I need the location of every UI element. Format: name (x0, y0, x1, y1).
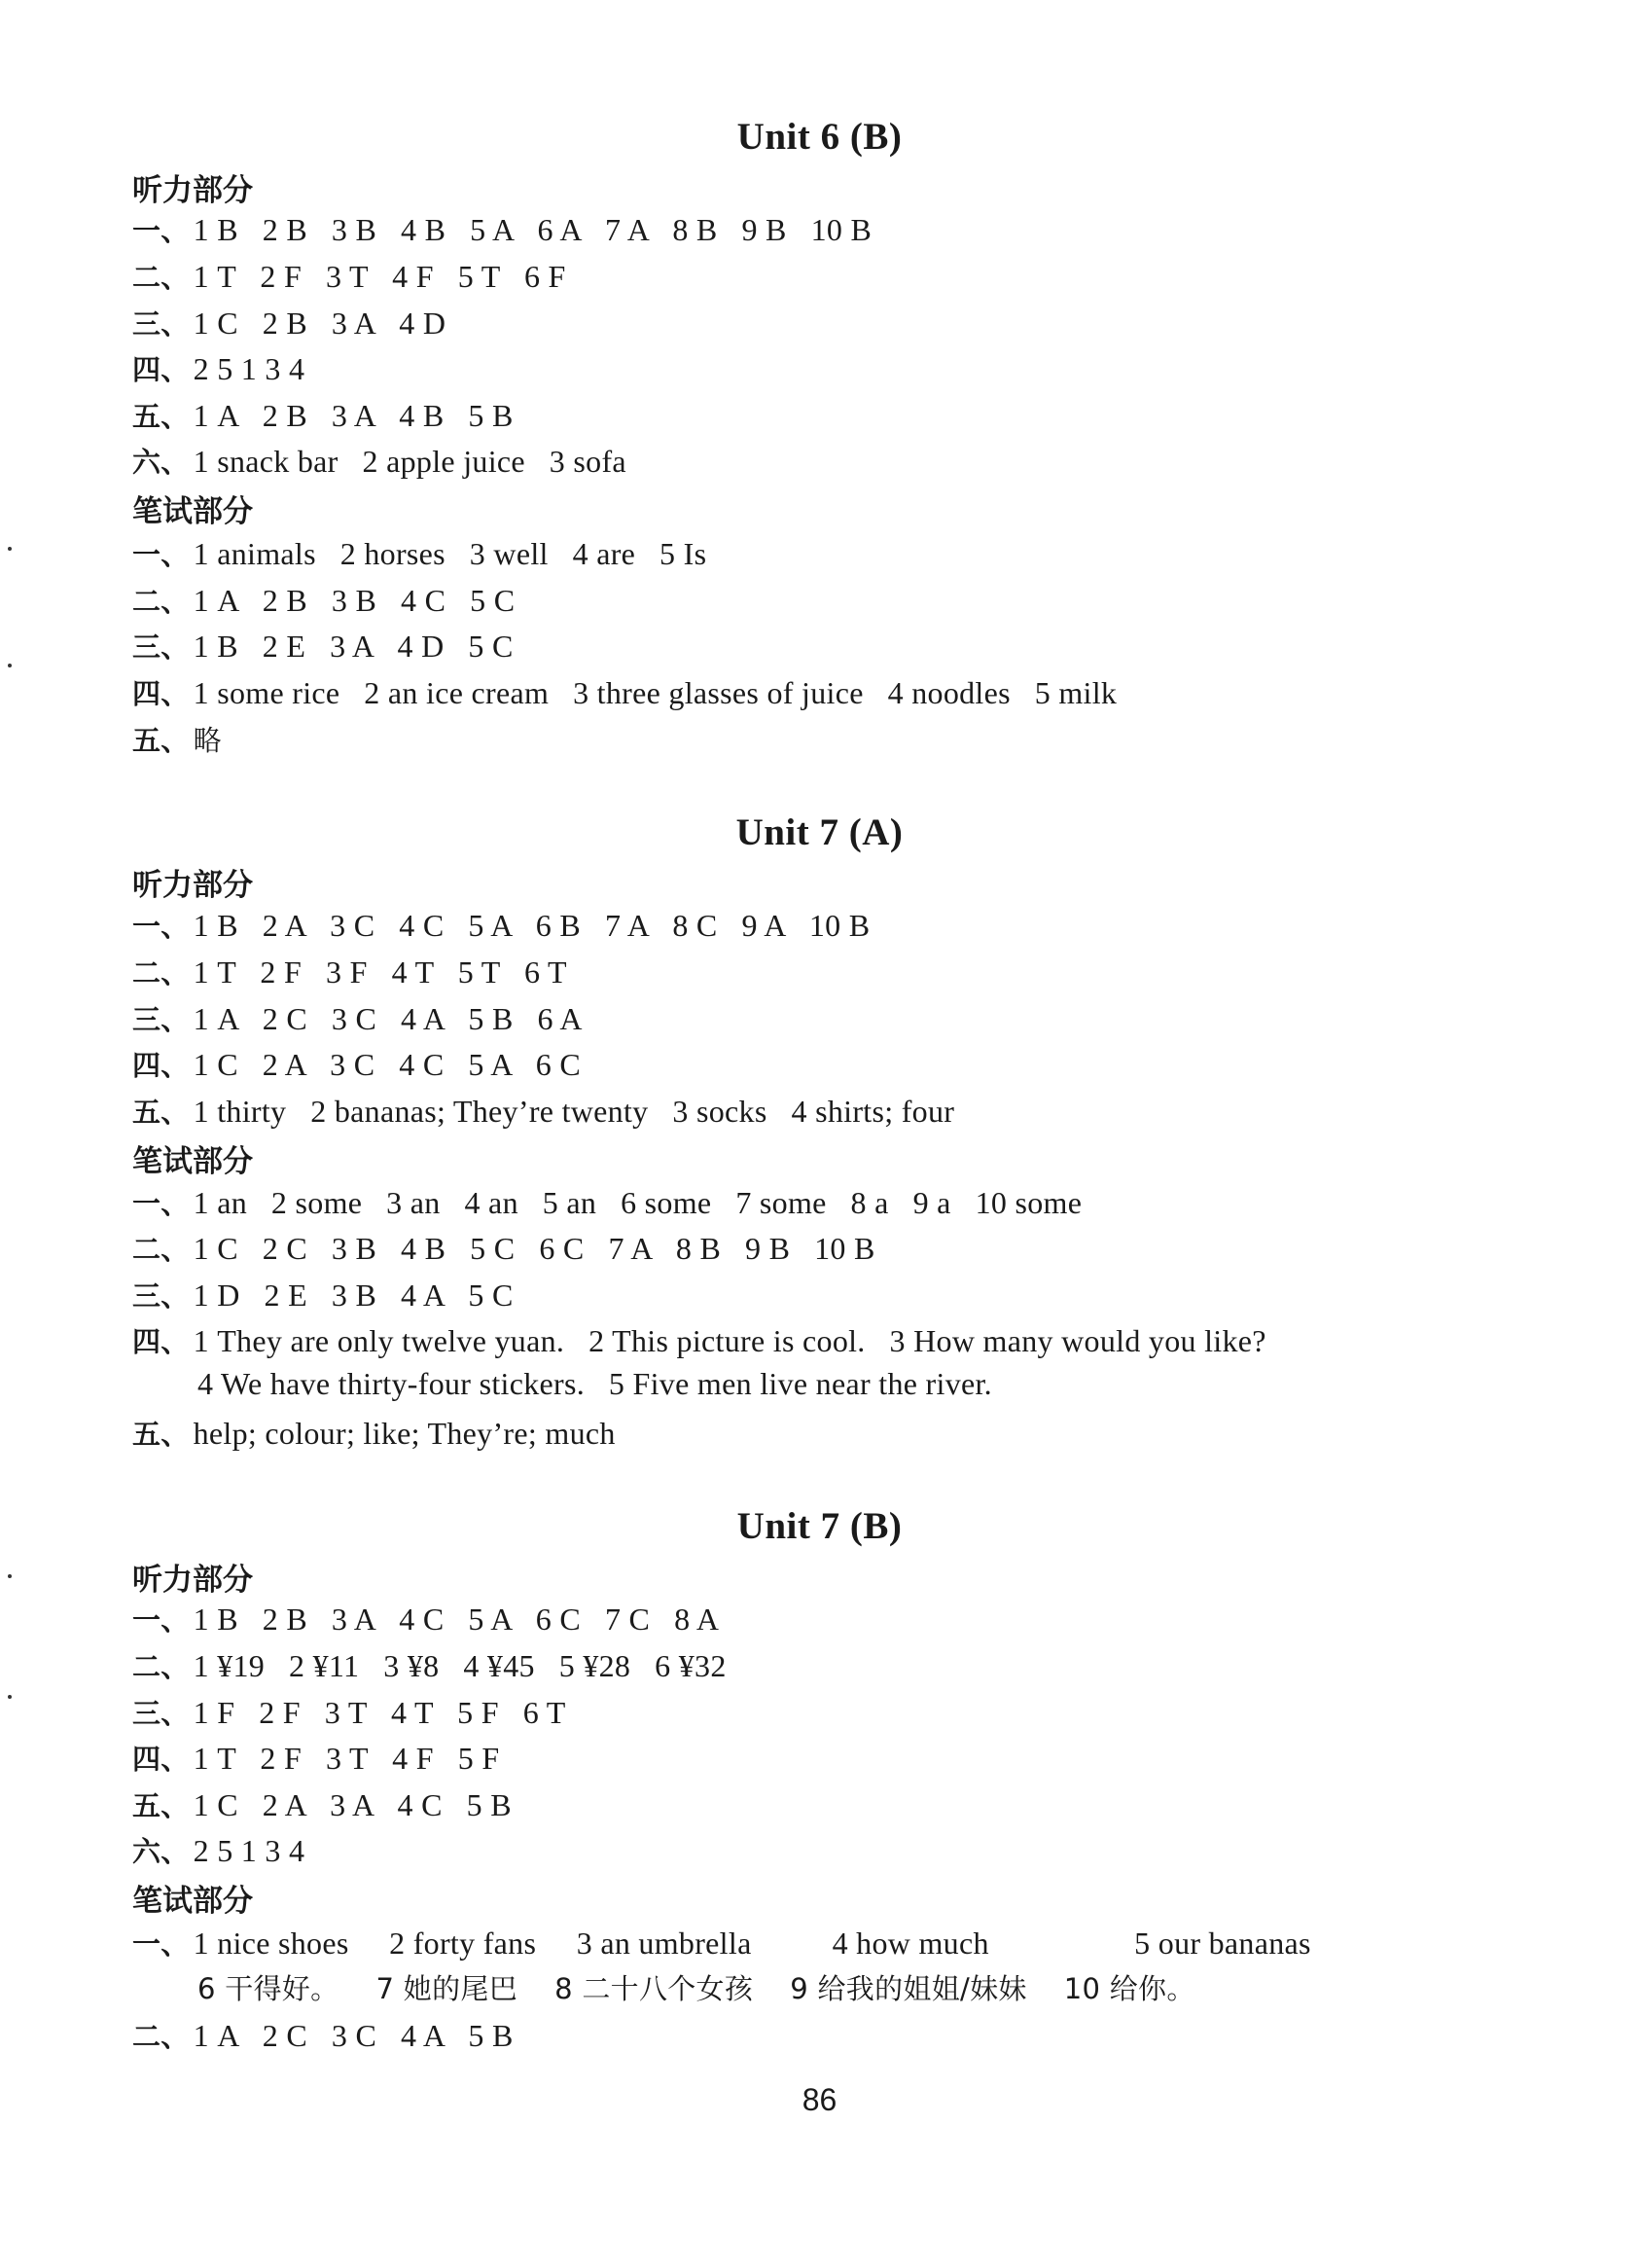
answer-line-continued: 6 干得好。 7 她的尾巴 8 二十八个女孩 9 给我的姐姐/妹妹 10 给你。 (197, 1972, 1195, 2005)
question-number: 五、 (132, 1096, 190, 1129)
answer-line (132, 303, 445, 342)
question-number: 三、 (132, 1003, 190, 1036)
answer-text: 1 A 2 C 3 C 4 A 5 B (193, 2018, 514, 2053)
answer-line (132, 580, 515, 620)
answer-text: 1 B 2 B 3 B 4 B 5 A 6 A 7 A 8 B 9 B 10 B (193, 212, 873, 247)
answer-text: 2 5 1 3 4 (193, 1833, 305, 1868)
question-number: 五、 (132, 724, 190, 757)
answer-text: 1 thirty 2 bananas; They’re twenty 3 socks 4 shirts; four (193, 1094, 955, 1129)
answer-line (132, 395, 514, 435)
writing-header: 笔试部分 (132, 1884, 253, 1919)
answer-text: 1 B 2 E 3 A 4 D 5 C (193, 629, 514, 664)
question-number: 五、 (132, 1789, 190, 1822)
answer-line (132, 348, 304, 388)
question-number: 二、 (132, 1233, 190, 1266)
answer-text: 1 T 2 F 3 T 4 F 5 F (193, 1741, 500, 1776)
answer-line-continued: 4 We have thirty-four stickers. 5 Five men live near the river. (197, 1366, 992, 1401)
question-number: 四、 (132, 353, 190, 386)
answer-line (132, 952, 567, 991)
answer-text: 1 They are only twelve yuan. 2 This picture is cool. 3 How many would you like? (193, 1323, 1266, 1358)
listening-header: 听力部分 (132, 868, 253, 903)
answer-line (132, 1692, 566, 1732)
answer-line (132, 1091, 954, 1131)
question-number: 五、 (132, 400, 190, 433)
answer-line (132, 1182, 1082, 1222)
listening-header: 听力部分 (132, 1563, 253, 1598)
answer-text: 2 5 1 3 4 (193, 351, 305, 386)
listening-header: 听力部分 (132, 173, 253, 208)
answer-line (132, 1413, 616, 1453)
answer-line (132, 1923, 1311, 1962)
question-number: 二、 (132, 2020, 190, 2053)
page-number: 86 (802, 2082, 837, 2117)
question-number: 四、 (132, 1049, 190, 1082)
answer-text: 1 an 2 some 3 an 4 an 5 an 6 some 7 some 8 a 9 a 10 some (193, 1185, 1083, 1220)
answer-text: 1 C 2 A 3 C 4 C 5 A 6 C (193, 1047, 582, 1082)
unit-title: Unit 6 (B) (736, 116, 903, 158)
answer-text: 1 A 2 B 3 A 4 B 5 B (193, 398, 514, 433)
margin-dot (8, 1574, 12, 1578)
question-number: 五、 (132, 1418, 190, 1451)
answer-text: 1 B 2 A 3 C 4 C 5 A 6 B 7 A 8 C 9 A 10 B (193, 908, 871, 943)
question-number: 三、 (132, 307, 190, 341)
question-number: 三、 (132, 1279, 190, 1313)
question-number: 四、 (132, 1743, 190, 1776)
answer-line (132, 1320, 1266, 1360)
question-number: 一、 (132, 1187, 190, 1220)
answer-text: 1 A 2 B 3 B 4 C 5 C (193, 583, 516, 618)
answer-text: 1 C 2 C 3 B 4 B 5 C 6 C 7 A 8 B 9 B 10 B (193, 1231, 875, 1266)
answer-line (132, 1784, 512, 1824)
answer-text: 1 snack bar 2 apple juice 3 sofa (193, 444, 626, 479)
answer-line (132, 533, 706, 573)
answer-text: 1 C 2 B 3 A 4 D (193, 306, 446, 341)
answer-text: help; colour; like; They’re; much (193, 1416, 616, 1451)
question-number: 二、 (132, 261, 190, 294)
margin-dot (8, 664, 12, 667)
answer-line (132, 998, 583, 1038)
question-number: 一、 (132, 1603, 190, 1637)
question-number: 六、 (132, 446, 190, 479)
question-number: 三、 (132, 630, 190, 664)
answer-text: 1 some rice 2 an ice cream 3 three glasses of juice 4 noodles 5 milk (193, 675, 1118, 710)
question-number: 二、 (132, 956, 190, 990)
answer-line (132, 1275, 514, 1314)
answer-text: 1 A 2 C 3 C 4 A 5 B 6 A (193, 1001, 583, 1036)
answer-text: 1 T 2 F 3 T 4 F 5 T 6 F (193, 259, 566, 294)
unit-title: Unit 7 (A) (735, 811, 904, 853)
unit-title: Unit 7 (B) (736, 1505, 903, 1547)
answer-line (132, 672, 1117, 712)
answer-text: 1 ¥19 2 ¥11 3 ¥8 4 ¥45 5 ¥28 6 ¥32 (193, 1648, 727, 1683)
writing-header: 笔试部分 (132, 1144, 253, 1179)
answer-line (132, 905, 870, 945)
answer-text: 略 (193, 724, 222, 757)
answer-text: 1 T 2 F 3 F 4 T 5 T 6 T (193, 954, 567, 990)
question-number: 一、 (132, 538, 190, 571)
answer-line (132, 1645, 727, 1685)
question-number: 一、 (132, 1927, 190, 1961)
answer-line (132, 1830, 304, 1870)
margin-dot (8, 1695, 12, 1699)
answer-text: 1 C 2 A 3 A 4 C 5 B (193, 1787, 512, 1822)
answer-line (132, 719, 222, 759)
margin-dot (8, 547, 12, 551)
answer-text: 1 B 2 B 3 A 4 C 5 A 6 C 7 C 8 A (193, 1602, 720, 1637)
answer-line (132, 1228, 875, 1268)
question-number: 一、 (132, 214, 190, 247)
writing-header: 笔试部分 (132, 494, 253, 529)
answer-line (132, 1738, 499, 1778)
question-number: 四、 (132, 1325, 190, 1358)
answer-text: 1 nice shoes 2 forty fans 3 an umbrella 4 how much 5 our bananas (193, 1926, 1311, 1961)
answer-text: 1 D 2 E 3 B 4 A 5 C (193, 1278, 514, 1313)
answer-line (132, 209, 872, 249)
answer-text: 1 F 2 F 3 T 4 T 5 F 6 T (193, 1695, 566, 1730)
question-number: 三、 (132, 1697, 190, 1730)
answer-line (132, 1599, 719, 1638)
answer-line (132, 626, 514, 666)
answer-text: 1 animals 2 horses 3 well 4 are 5 Is (193, 536, 707, 571)
question-number: 二、 (132, 585, 190, 618)
answer-line (132, 441, 626, 481)
answer-line (132, 1044, 581, 1084)
question-number: 四、 (132, 677, 190, 710)
question-number: 六、 (132, 1835, 190, 1868)
question-number: 一、 (132, 910, 190, 943)
answer-line (132, 2015, 514, 2055)
question-number: 二、 (132, 1650, 190, 1683)
answer-line (132, 256, 566, 296)
